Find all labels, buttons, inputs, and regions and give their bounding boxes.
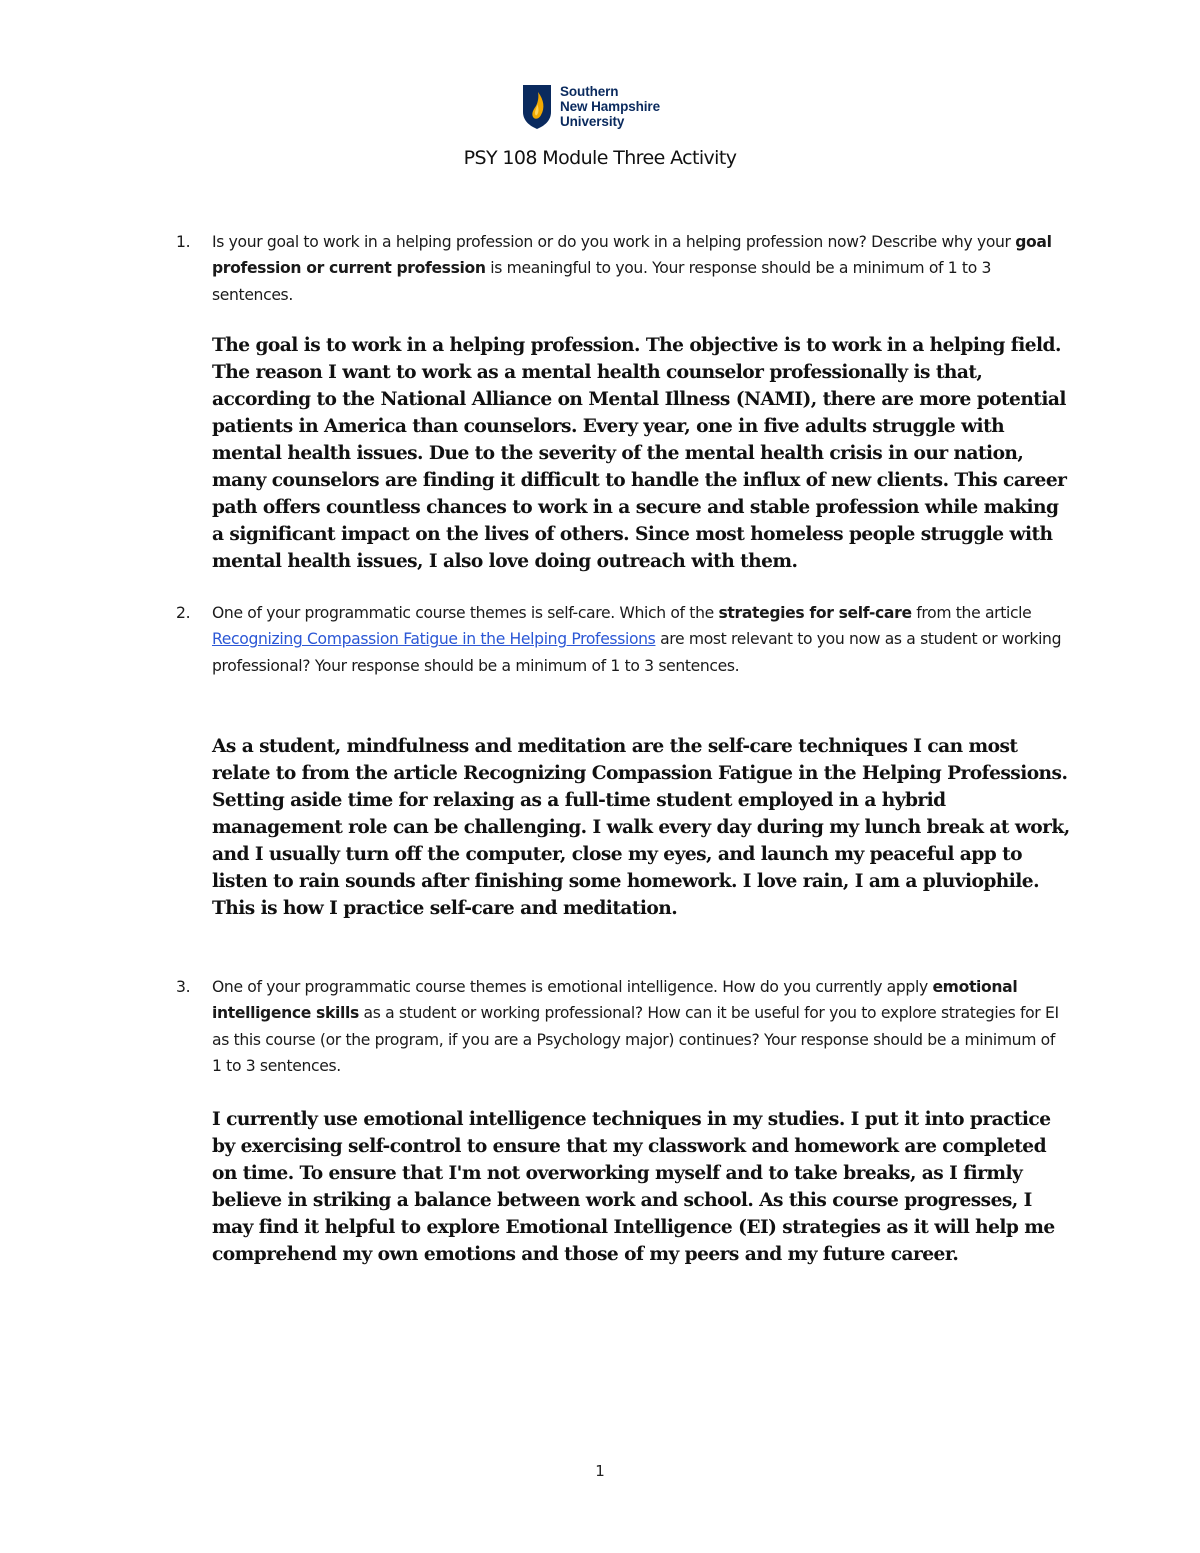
question-number: 3. [176,978,191,996]
question-text: Is your goal to work in a helping profession or do you work in a helping profession now? Describe why your [212,233,1016,251]
question-text: is meaningful to you. Your response should be a minimum of 1 to 3 sentences. [212,259,992,304]
question-text: as a student or working professional? How can it be useful for you to explore strategies for EI as this course (or the program, if you are a Psychology major) continues? Your response should be a minimum of 1 to 3 sentences. [212,1004,1059,1075]
flame-shield-icon [522,84,552,130]
question-number: 1. [176,233,191,251]
answer-1: The goal is to work in a helping profession. The objective is to work in a helping field. The reason I want to work as a mental health counselor professionally is that, according to the National Alliance on Mental Illness (NAMI), there are more potential patients in America than counselors. Every year, one in five adults struggle with mental health issues. Due to the severity of the mental health crisis in our nation, many counselors are finding it difficult to handle the influx of new clients. This career path offers countless chances to work in a secure and stable profession while making a significant impact on the lives of others. Since most homeless people struggle with mental health issues, I also love doing outreach with them. [212,335,1067,572]
question-bold-text: goal profession or current profession [212,233,1052,278]
question-bold-text: strategies for self-care [718,604,912,622]
question-text: from the article [911,604,1032,622]
logo-line-2: New Hampshire [560,99,660,114]
question-2 [176,600,1062,679]
question-text: One of your programmatic course themes is emotional intelligence. How do you currently apply [212,978,933,996]
article-link[interactable]: Recognizing Compassion Fatigue in the Helping Professions [212,630,656,649]
answer-3: I currently use emotional intelligence techniques in my studies. I put it into practice by exercising self-control to ensure that my classwork and homework are completed on time. To ensure that I'm not overworking myself and to take breaks, as I firmly believe in striking a balance between work and school. As this course progresses, I may find it helpful to explore Emotional Intelligence (EI) strategies as it will help me comprehend my own emotions and those of my peers and my future career. [212,1109,1055,1265]
page-title: PSY 108 Module Three Activity [463,147,737,169]
university-logo [522,84,660,132]
question-bold-text: emotional intelligence skills [212,978,1018,1023]
answer-2: As a student, mindfulness and meditation are the self-care techniques I can most relate to from the article Recognizing Compassion Fatigue in the Helping Professions. Setting aside time for relaxing as a full-time student employed in a hybrid management role can be challenging. I walk every day during my lunch break at work, and I usually turn off the computer, close my eyes, and launch my peaceful app to listen to rain sounds after finishing some homework. I love rain, I am a pluviophile. This is how I practice self-care and meditation. [212,736,1070,919]
logo-line-3: University [560,114,625,129]
question-1 [176,229,1062,308]
question-text: One of your programmatic course themes is self-care. Which of the [212,604,719,622]
page-number: 1 [595,1462,605,1480]
question-number: 2. [176,604,191,622]
question-text: are most relevant to you now as a student or working professional? Your response should be a minimum of 1 to 3 sentences. [212,630,1062,675]
logo-line-1: Southern [560,84,619,99]
logo-wordmark [560,84,660,129]
question-3 [176,974,1062,1079]
